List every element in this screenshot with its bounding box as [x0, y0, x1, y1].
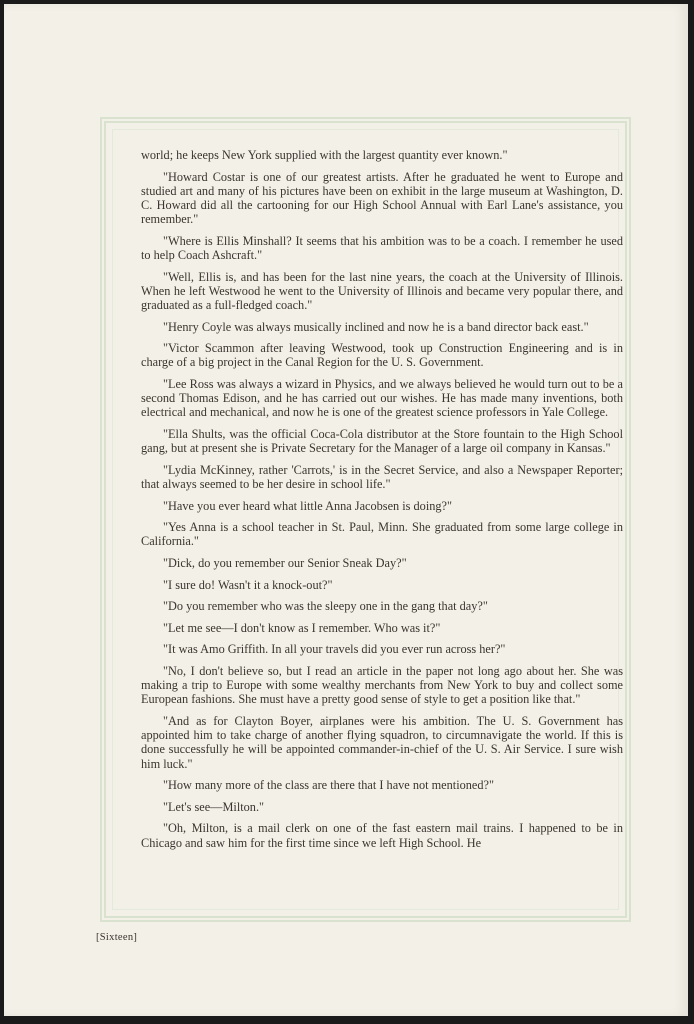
body-text [141, 148, 623, 857]
paragraph: "Let me see—I don't know as I remember. Who was it?" [163, 620, 441, 635]
paragraph: "Let's see—Milton." [163, 799, 265, 814]
paragraph: "It was Amo Griffith. In all your travels did you ever run across her?" [163, 642, 506, 657]
paragraph: "Dick, do you remember our Senior Sneak Day?" [163, 555, 407, 570]
paragraph: "I sure do! Wasn't it a knock-out?" [163, 577, 333, 592]
paragraph: "How many more of the class are there that I have not mentioned?" [163, 778, 495, 793]
document-page [4, 4, 688, 1016]
paragraph: world; he keeps New York supplied with the largest quantity ever known." [141, 148, 508, 162]
paragraph: "Do you remember who was the sleepy one in the gang that day?" [163, 599, 488, 614]
paragraph: "Where is Ellis Minshall? It seems that his ambition was to be a coach. I remember he used to help Coach Ashcraft." [141, 233, 623, 262]
paragraph: "Have you ever heard what little Anna Jacobsen is doing?" [163, 498, 453, 513]
paragraph: "Yes Anna is a school teacher in St. Paul, Minn. She graduated from some large college in California." [141, 520, 623, 549]
paragraph: "Oh, Milton, is a mail clerk on one of the fast eastern mail trains. I happened to be in Chicago and saw him for the first time since we left High School. He [141, 821, 623, 850]
paragraph: "Howard Costar is one of our greatest artists. After he graduated he went to Europe and studied art and many of his pictures have been on exhibit in the large museum at Washington, D. C. Howard did all the cartooning for our High School Annual with Earl Lane's assistance, you remember." [141, 169, 623, 227]
paragraph: "Lydia McKinney, rather 'Carrots,' is in the Secret Service, and also a Newspaper Reporter; that always seemed to be her desire in school life." [141, 462, 623, 491]
paragraph: "Henry Coyle was always musically inclined and now he is a band director back east." [163, 319, 589, 334]
paragraph: "Ella Shults, was the official Coca-Cola distributor at the Store fountain to the High School gang, but at present she is Private Secretary for the Manager of a large oil company in Kansas." [141, 426, 623, 456]
paragraph: "No, I don't believe so, but I read an article in the paper not long ago about her. She was making a trip to Europe with some wealthy merchants from New York to buy and collect some European fashions. She must have a pretty good sense of style to get a position like that." [141, 663, 623, 707]
paragraph: "Victor Scammon after leaving Westwood, took up Construction Engineering and is in charge of a big project in the Canal Region for the U. S. Government. [141, 341, 623, 370]
paragraph: "Well, Ellis is, and has been for the last nine years, the coach at the University of Illinois. When he left Westwood he went to the University of Illinois and became very popular there, and graduated as a full-fledged coach." [141, 269, 623, 312]
paragraph: "Lee Ross was always a wizard in Physics, and we always believed he would turn out to be a second Thomas Edison, and he has carried out our wishes. He has made many inventions, both electrical and mechanical, and now he is one of the greatest science professors in Yale College. [141, 376, 623, 420]
page-number: [Sixteen] [96, 932, 138, 943]
paragraph: "And as for Clayton Boyer, airplanes were his ambition. The U. S. Government has appointed him to take charge of another flying squadron, to circumnavigate the world. If this is done successfully he will be appointed commander-in-chief of the U. S. Air Service. I sure wish him luck." [141, 713, 623, 771]
